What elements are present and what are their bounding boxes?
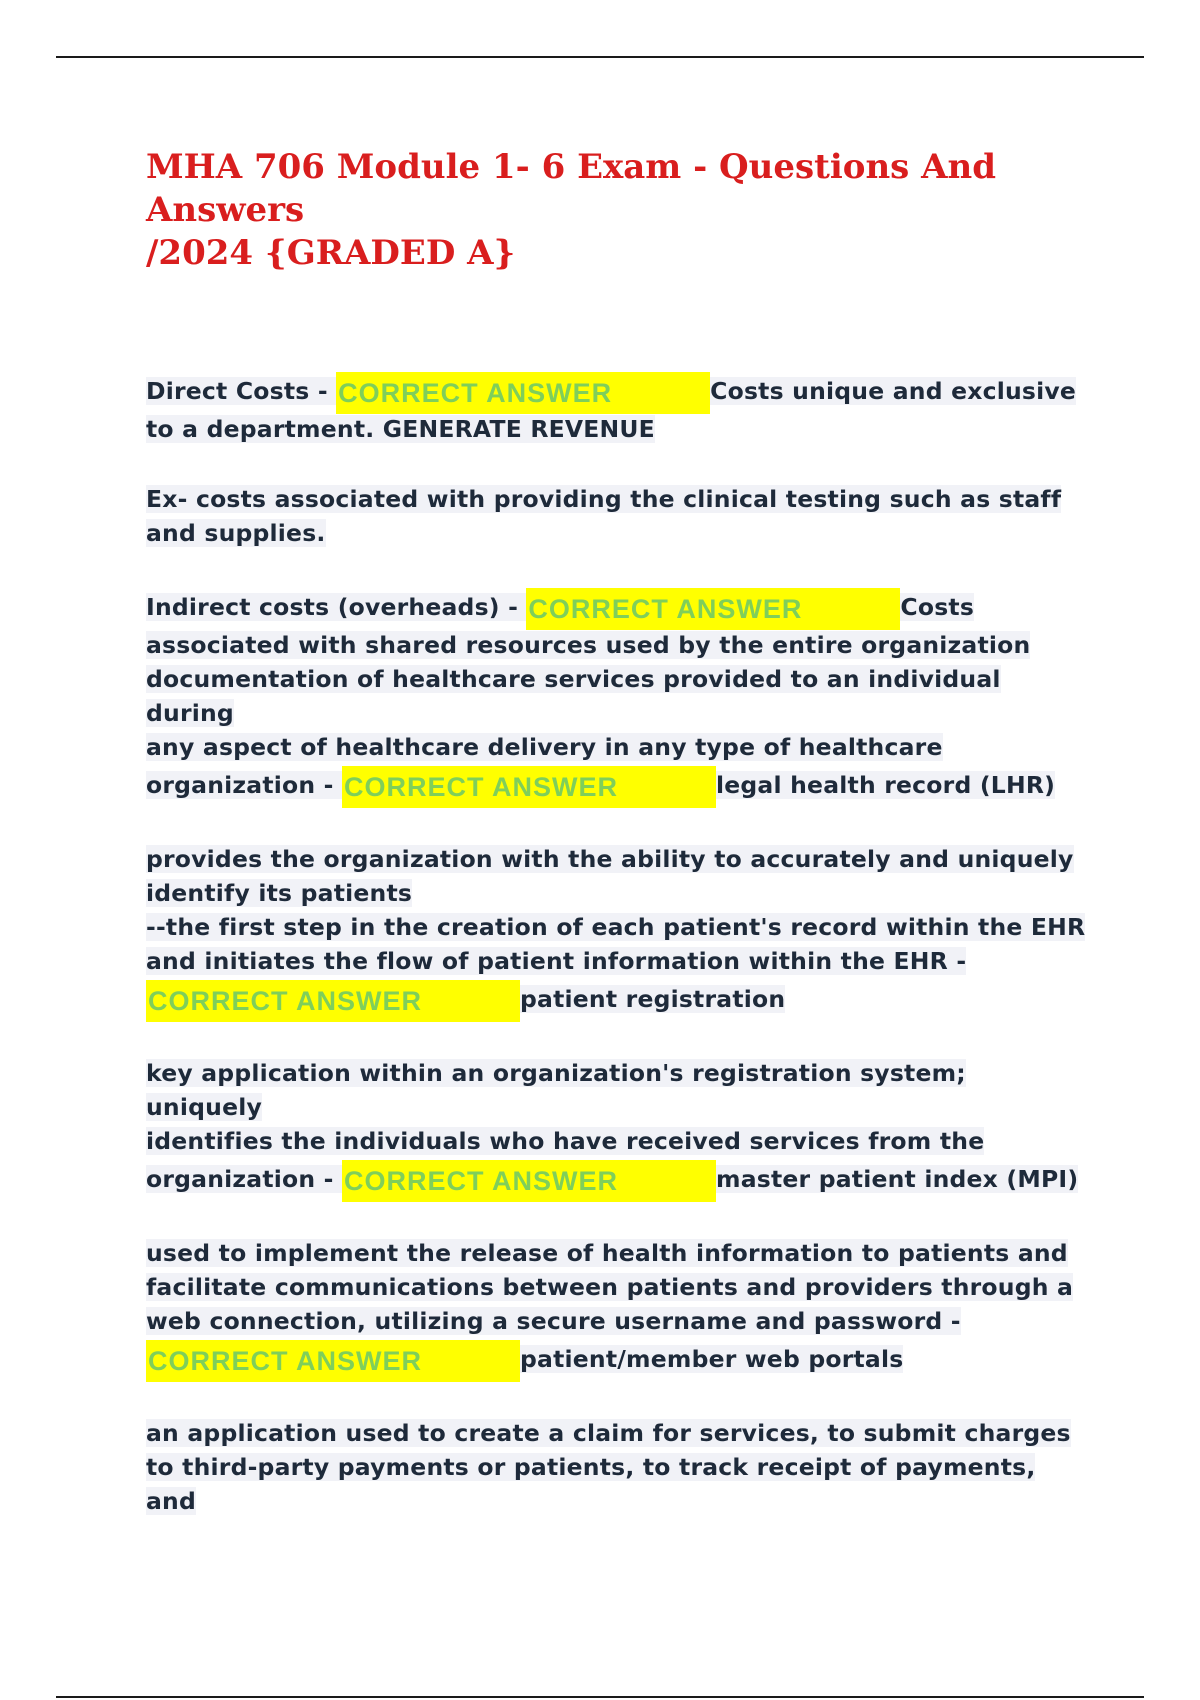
answer-text: to a department. GENERATE REVENUE bbox=[146, 415, 655, 443]
question-text: identifies the individuals who have received services from the bbox=[146, 1127, 985, 1155]
qa-item-claims-application bbox=[146, 1416, 1086, 1518]
question-text: an application used to create a claim for services, to submit charges bbox=[146, 1419, 1071, 1447]
question-text: Direct Costs - bbox=[146, 377, 337, 405]
footer-rule bbox=[56, 1696, 1144, 1698]
qa-item-mpi bbox=[146, 1056, 1086, 1200]
question-text: key application within an organization's registration system; uniquely bbox=[146, 1059, 966, 1121]
answer-label: CORRECT ANSWER bbox=[342, 1160, 716, 1202]
question-text: provides the organization with the ability to accurately and uniquely bbox=[146, 845, 1074, 873]
answer-text: Costs bbox=[900, 593, 975, 621]
body-text: documentation of healthcare services provided to an individual during bbox=[146, 665, 1001, 727]
document-body bbox=[146, 370, 1086, 1554]
answer-label: CORRECT ANSWER bbox=[336, 372, 710, 414]
answer-text: patient/member web portals bbox=[520, 1345, 904, 1373]
question-text: and initiates the flow of patient information within the EHR - bbox=[146, 947, 967, 975]
body-text: associated with shared resources used by the entire organization bbox=[146, 631, 1031, 659]
answer-text: patient registration bbox=[520, 985, 786, 1013]
question-text: web connection, utilizing a secure username and password - bbox=[146, 1307, 961, 1335]
qa-item-direct-costs bbox=[146, 370, 1086, 446]
body-text: any aspect of healthcare delivery in any type of healthcare bbox=[146, 733, 943, 761]
question-text: identify its patients bbox=[146, 879, 413, 907]
question-text: Indirect costs (overheads) - bbox=[146, 593, 527, 621]
header-rule bbox=[56, 56, 1144, 58]
title-line-2: /2024 {GRADED A} bbox=[146, 233, 516, 273]
qa-item-example bbox=[146, 482, 1086, 550]
qa-item-patient-registration bbox=[146, 842, 1086, 1020]
answer-label: CORRECT ANSWER bbox=[526, 588, 900, 630]
answer-text: legal health record (LHR) bbox=[716, 771, 1056, 799]
answer-label: CORRECT ANSWER bbox=[342, 766, 716, 808]
question-text: used to implement the release of health information to patients and bbox=[146, 1239, 1068, 1267]
question-text: organization - bbox=[146, 1165, 343, 1193]
answer-text: master patient index (MPI) bbox=[716, 1165, 1079, 1193]
question-text: organization - bbox=[146, 771, 343, 799]
body-text: Ex- costs associated with providing the clinical testing such as staff bbox=[146, 485, 1062, 513]
question-text: --the first step in the creation of each patient's record within the EHR bbox=[146, 913, 1086, 941]
question-text: to third-party payments or patients, to track receipt of payments, and bbox=[146, 1453, 1036, 1515]
answer-label: CORRECT ANSWER bbox=[146, 980, 520, 1022]
question-text: facilitate communications between patients and providers through a bbox=[146, 1273, 1074, 1301]
answer-label: CORRECT ANSWER bbox=[146, 1340, 520, 1382]
title-line-1: MHA 706 Module 1- 6 Exam - Questions And Answers bbox=[146, 147, 997, 230]
qa-item-indirect-costs bbox=[146, 586, 1086, 806]
answer-text: Costs unique and exclusive bbox=[710, 377, 1077, 405]
document-title bbox=[146, 146, 1106, 275]
body-text: and supplies. bbox=[146, 519, 326, 547]
qa-item-web-portals bbox=[146, 1236, 1086, 1380]
